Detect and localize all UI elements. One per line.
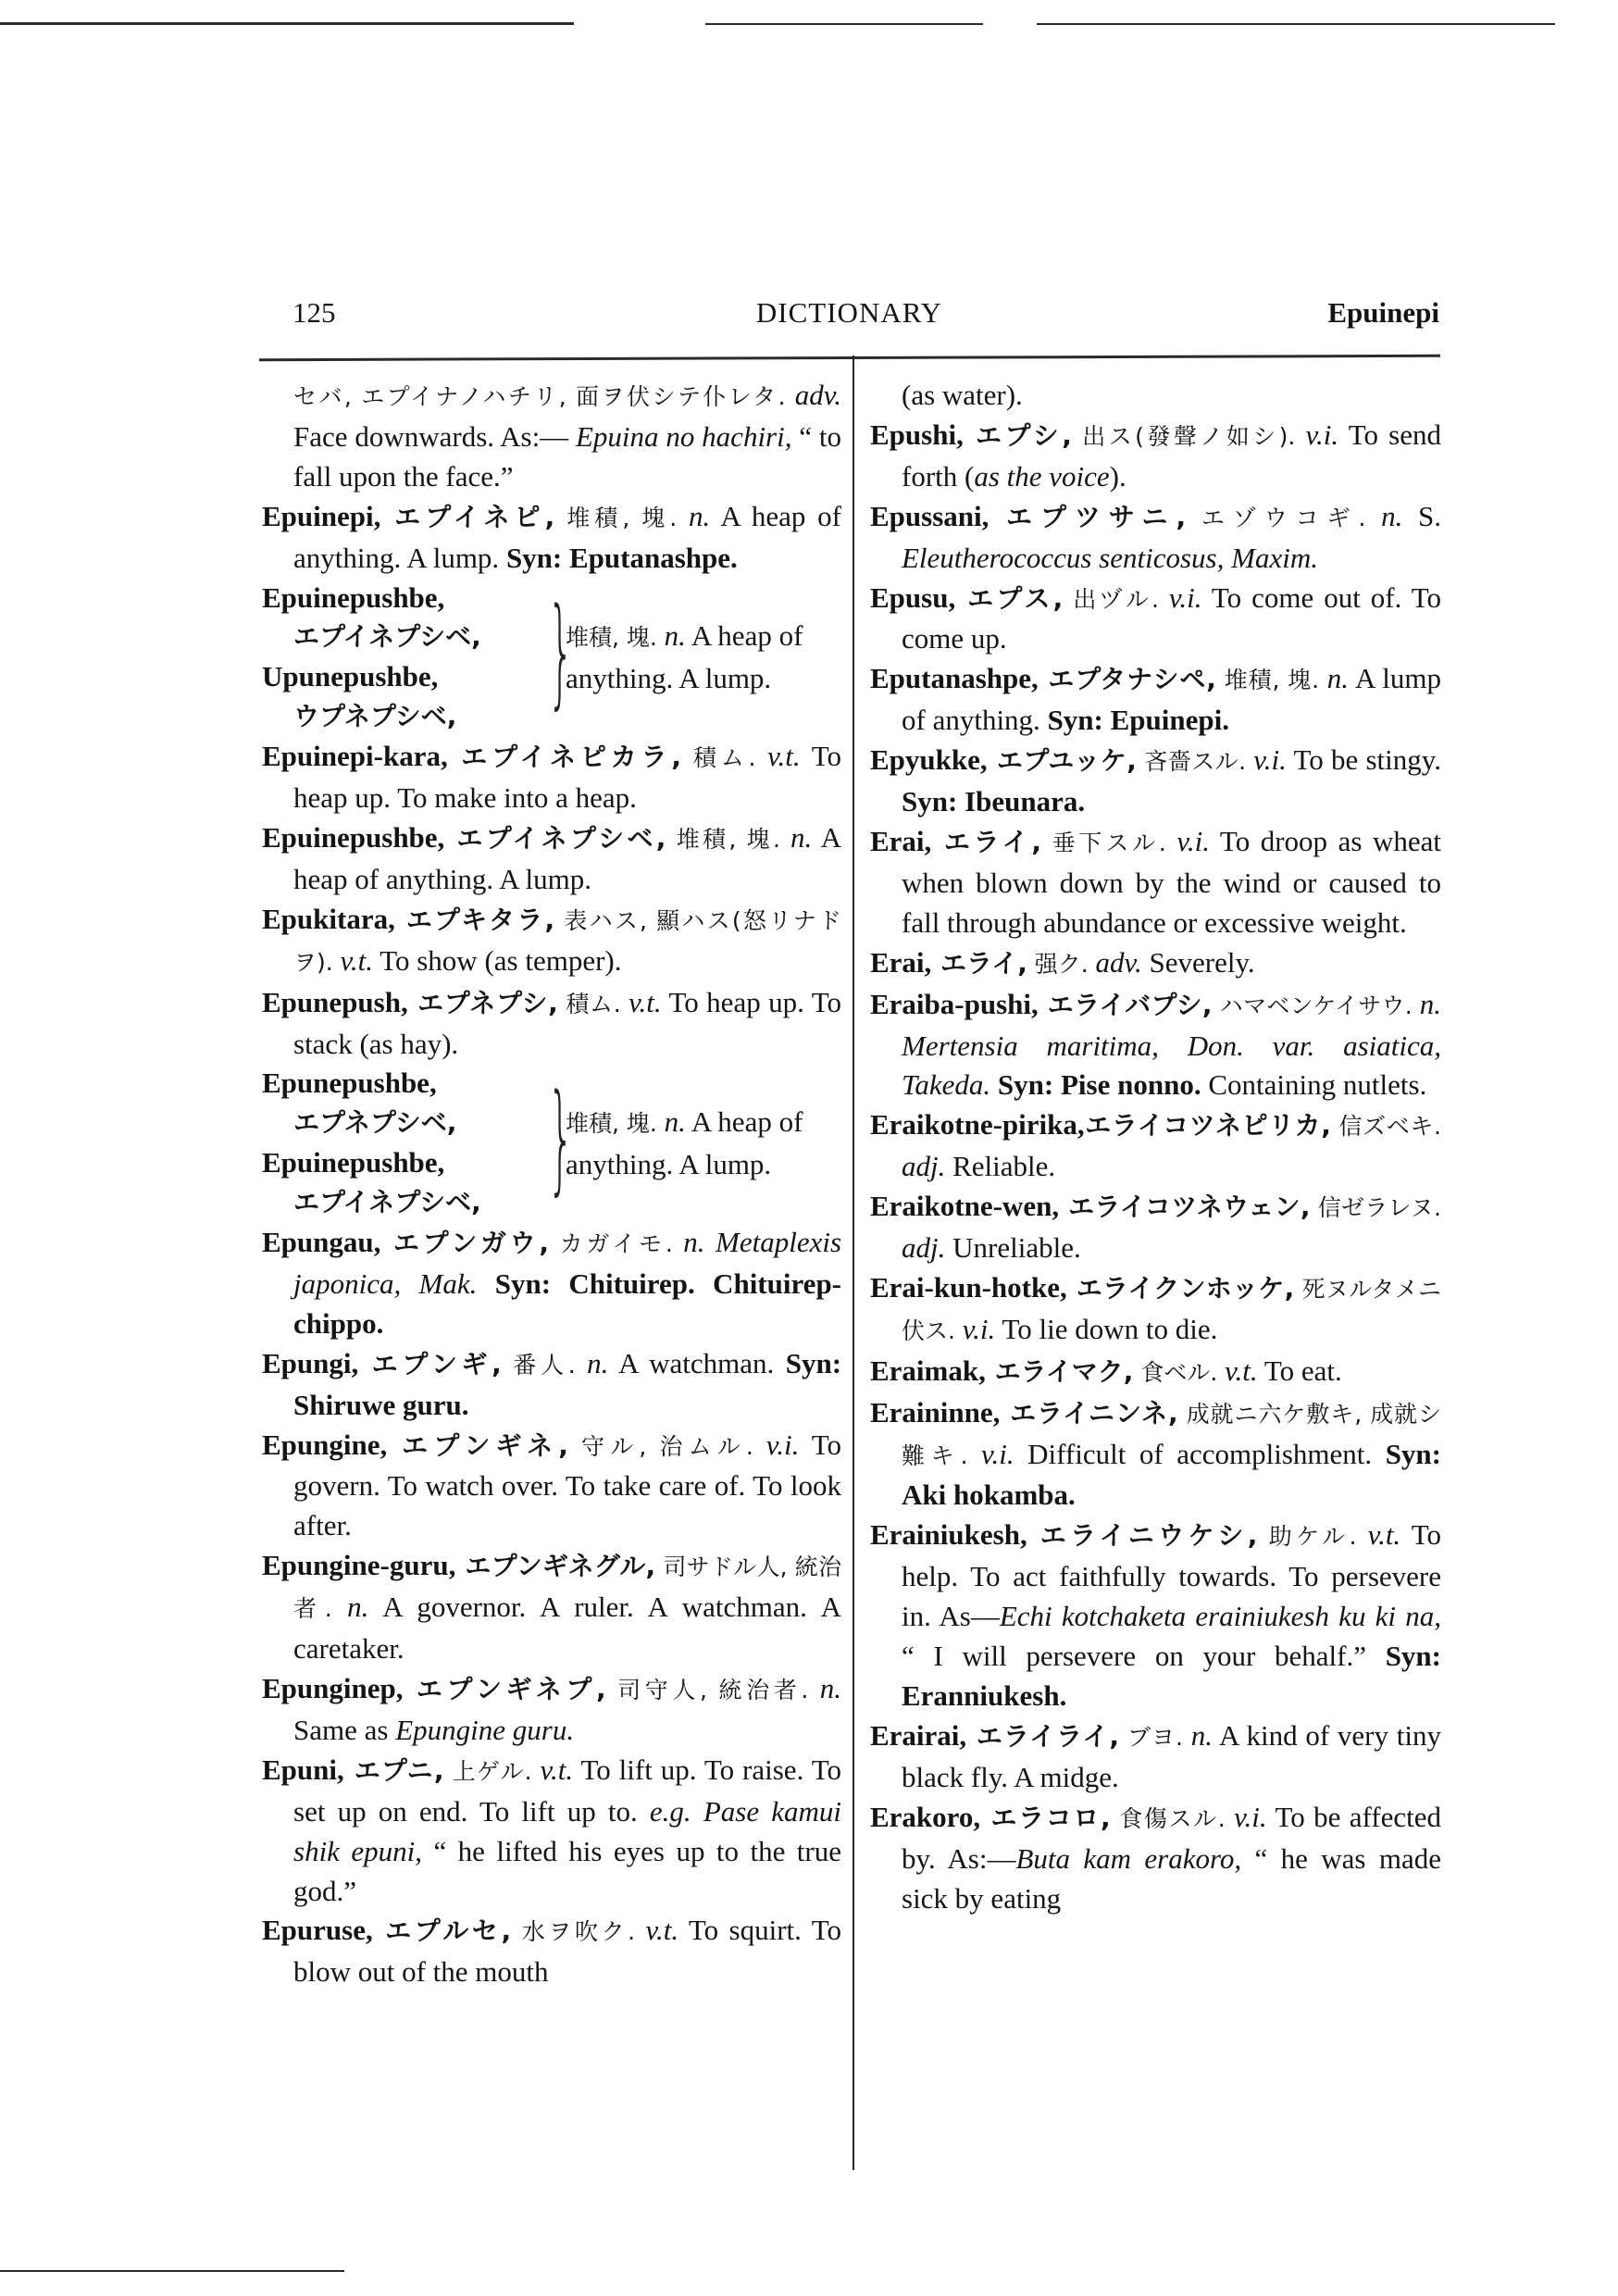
entry-epuinepi: Epuinepi, エプイネピ, 堆積, 塊. n. A heap of anything. A lump. Syn: Eputanashpe. bbox=[262, 499, 841, 574]
left-column bbox=[262, 376, 841, 1992]
entry-epuina-continued: セバ, エプイナノハチリ, 面ヲ伏シテ仆レタ. adv. Face downwards. As:— Epuina no hachiri, “ to fall upon the face.” bbox=[293, 379, 841, 493]
headword: Upunepushbe, bbox=[262, 660, 439, 693]
headword: Epuinepushbe, bbox=[262, 1146, 445, 1179]
entry-erai-kun-hotke: Erai-kun-hotke, エライクンホッケ, 死ヌルタメニ伏ス. v.i. To lie down to die. bbox=[870, 1270, 1441, 1345]
top-rule-center bbox=[705, 23, 983, 25]
entry-erainiukesh: Erainiukesh, エライニウケシ, 助ケル. v.t. To help. To act faithfully towards. To persevere in. As—Echi kotchaketa erainiukesh ku ki na, “ I will persevere on your behalf.” Syn: Eranniukesh. bbox=[870, 1518, 1442, 1712]
headword: Eraiba-pushi, bbox=[870, 987, 1039, 1020]
brace-icon: } bbox=[547, 1069, 575, 1208]
entry-epungau: Epungau, エプンガウ, カガイモ. n. Metaplexis japonica, Mak. Syn: Chituirep. Chituirep-chippo. bbox=[262, 1226, 842, 1340]
headword: Epuinepushbe, bbox=[262, 820, 445, 854]
top-rule-left bbox=[0, 22, 574, 25]
headword: Epusu, bbox=[870, 580, 956, 614]
catchword: Epuinepi bbox=[1327, 296, 1439, 329]
headword: Erakoro, bbox=[870, 1800, 981, 1833]
headword: Epuinepi, bbox=[262, 499, 381, 532]
headword: Epuruse, bbox=[262, 1914, 373, 1947]
entry-epungine-guru: Epungine-guru, エプンギネグル, 司サドル人, 統治者. n. A governor. A ruler. A watchman. A caretaker. bbox=[262, 1549, 841, 1666]
headword: Epungine, bbox=[262, 1428, 388, 1461]
entry-eraikotne-pirika: Eraikotne-pirika,エライコツネピリカ, 信ズベキ. adj. Reliable. bbox=[870, 1108, 1441, 1183]
running-title: DICTIONARY bbox=[755, 296, 943, 329]
headword: Erainiukesh, bbox=[870, 1518, 1027, 1552]
column-divider bbox=[853, 356, 854, 2170]
headword: Epuni, bbox=[262, 1753, 344, 1786]
entry-group-epunepushbe: Epunepushbe, エプネプシベ, Epuinepushbe, エプイネプシベ, } 堆積, 塊. n. A heap of anything. A lump. bbox=[262, 1064, 841, 1223]
headword: Epungine-guru, bbox=[262, 1549, 456, 1582]
headword: Eraimak, bbox=[870, 1354, 986, 1387]
headword: Epunepushbe, bbox=[262, 1067, 437, 1100]
header-rule bbox=[259, 355, 1440, 361]
headword: Erairai, bbox=[870, 1718, 967, 1752]
entry-erairai: Erairai, エライライ, ブヨ. n. A kind of very tiny black fly. A midge. bbox=[870, 1718, 1441, 1793]
right-column bbox=[870, 376, 1441, 1918]
bottom-rule bbox=[0, 2270, 344, 2272]
entry-eraikotne-wen: Eraikotne-wen, エライコツネウェン, 信ゼラレヌ. adj. Unreliable. bbox=[870, 1190, 1441, 1265]
entry-group-epuinepushbe: Epuinepushbe, エプイネプシベ, Upunepushbe, ウプネプシベ, } 堆積, 塊. n. A heap of anything. A lump. bbox=[262, 579, 841, 738]
headword: Epunepush, bbox=[262, 985, 408, 1018]
headword: Erai-kun-hotke, bbox=[870, 1270, 1067, 1304]
entry-epushi: Epushi, エプシ, 出ス(發聲ノ如シ). v.i. To send forth (as the voice). bbox=[870, 418, 1442, 493]
entry-erai-severely: Erai, エライ, 强ク. adv. Severely. bbox=[870, 945, 1255, 979]
entry-epunepush: Epunepush, エプネプシ, 積ム. v.t. To heap up. To stack (as hay). bbox=[262, 985, 841, 1060]
entry-epuruse: Epuruse, エプルセ, 水ヲ吹ク. v.t. To squirt. To blow out of the mouth bbox=[262, 1914, 841, 1989]
entry-epusu: Epusu, エプス, 出ヅル. v.i. To come out of. To come up. bbox=[870, 580, 1441, 655]
entry-eraiba-pushi: Eraiba-pushi, エライバプシ, ハマベンケイサウ. n. Mertensia maritima, Don. var. asiatica, Takeda. Syn: Pise nonno. Containing nutlets. bbox=[870, 987, 1441, 1102]
headword: Epungi, bbox=[262, 1346, 359, 1379]
top-rule-right bbox=[1037, 23, 1555, 25]
entry-eraimak: Eraimak, エライマク, 食ベル. v.t. To eat. bbox=[870, 1354, 1342, 1387]
headword: Epunginep, bbox=[262, 1672, 404, 1704]
entry-erai-droop: Erai, エライ, 垂下スル. v.i. To droop as wheat when blown down by the wind or caused to fall through abundance or excessive weight. bbox=[870, 824, 1441, 939]
entry-epuinepushbe: Epuinepushbe, エプイネプシベ, 堆積, 塊. n. A heap of anything. A lump. bbox=[262, 820, 841, 895]
headword: Erai, bbox=[870, 824, 932, 857]
headword: Eputanashpe, bbox=[870, 662, 1039, 695]
headword: Eraininne, bbox=[870, 1395, 1001, 1429]
headword: Epungau, bbox=[262, 1226, 381, 1259]
entry-epunginep: Epunginep, エプンギネプ, 司守人, 統治者. n. Same as Epungine guru. bbox=[262, 1672, 841, 1746]
brace-icon: } bbox=[547, 583, 575, 722]
entry-epuni: Epuni, エプニ, 上ゲル. v.t. To lift up. To raise. To set up on end. To lift up to. e.g. Pase kamui shik epuni, “ he lifted his eyes up to the true god.” bbox=[262, 1753, 841, 1907]
entry-eraininne: Eraininne, エライニンネ, 成就ニ六ケ敷キ, 成就シ難キ. v.i. Difficult of accomplishment. Syn: Aki hokamba. bbox=[870, 1395, 1441, 1512]
headword: Eraikotne-pirika, bbox=[870, 1108, 1085, 1142]
entry-epuinepi-kara: Epuinepi-kara, エプイネピカラ, 積ム. v.t. To heap up. To make into a heap. bbox=[262, 740, 841, 815]
entry-epungi: Epungi, エプンギ, 番人. n. A watchman. Syn: Shiruwe guru. bbox=[262, 1346, 842, 1421]
entry-epuruse-continued: (as water). bbox=[902, 379, 1023, 411]
headword: Epussani, bbox=[870, 499, 989, 532]
page-header bbox=[259, 294, 1439, 331]
entry-epungine: Epungine, エプンギネ, 守ル, 治ムル. v.i. To govern. To watch over. To take care of. To look after. bbox=[262, 1428, 841, 1542]
entry-epukitara: Epukitara, エプキタラ, 表ハス, 顯ハス(怒リナドヲ). v.t. To show (as temper). bbox=[262, 902, 841, 977]
headword: Eraikotne-wen, bbox=[870, 1190, 1060, 1223]
headword: Epuinepushbe, bbox=[262, 580, 445, 614]
headword: Epushi, bbox=[870, 418, 964, 451]
entry-epyukke: Epyukke, エプユッケ, 吝嗇スル. v.i. To be stingy. Syn: Ibeunara. bbox=[870, 743, 1441, 818]
headword: Erai, bbox=[870, 945, 932, 979]
entry-epussani: Epussani, エプツサニ, エゾウコギ. n. S. Eleutherococcus senticosus, Maxim. bbox=[870, 499, 1441, 574]
headword: Epyukke, bbox=[870, 743, 988, 777]
headword: Epukitara, bbox=[262, 902, 395, 935]
headword: Epuinepi-kara, bbox=[262, 740, 448, 773]
entry-eputanashpe: Eputanashpe, エプタナシペ, 堆積, 塊. n. A lump of anything. Syn: Epuinepi. bbox=[870, 662, 1441, 737]
page-number: 125 bbox=[292, 296, 336, 329]
entry-erakoro: Erakoro, エラコロ, 食傷スル. v.i. To be affected by. As:—Buta kam erakoro, “ he was made sick by eating bbox=[870, 1800, 1441, 1915]
